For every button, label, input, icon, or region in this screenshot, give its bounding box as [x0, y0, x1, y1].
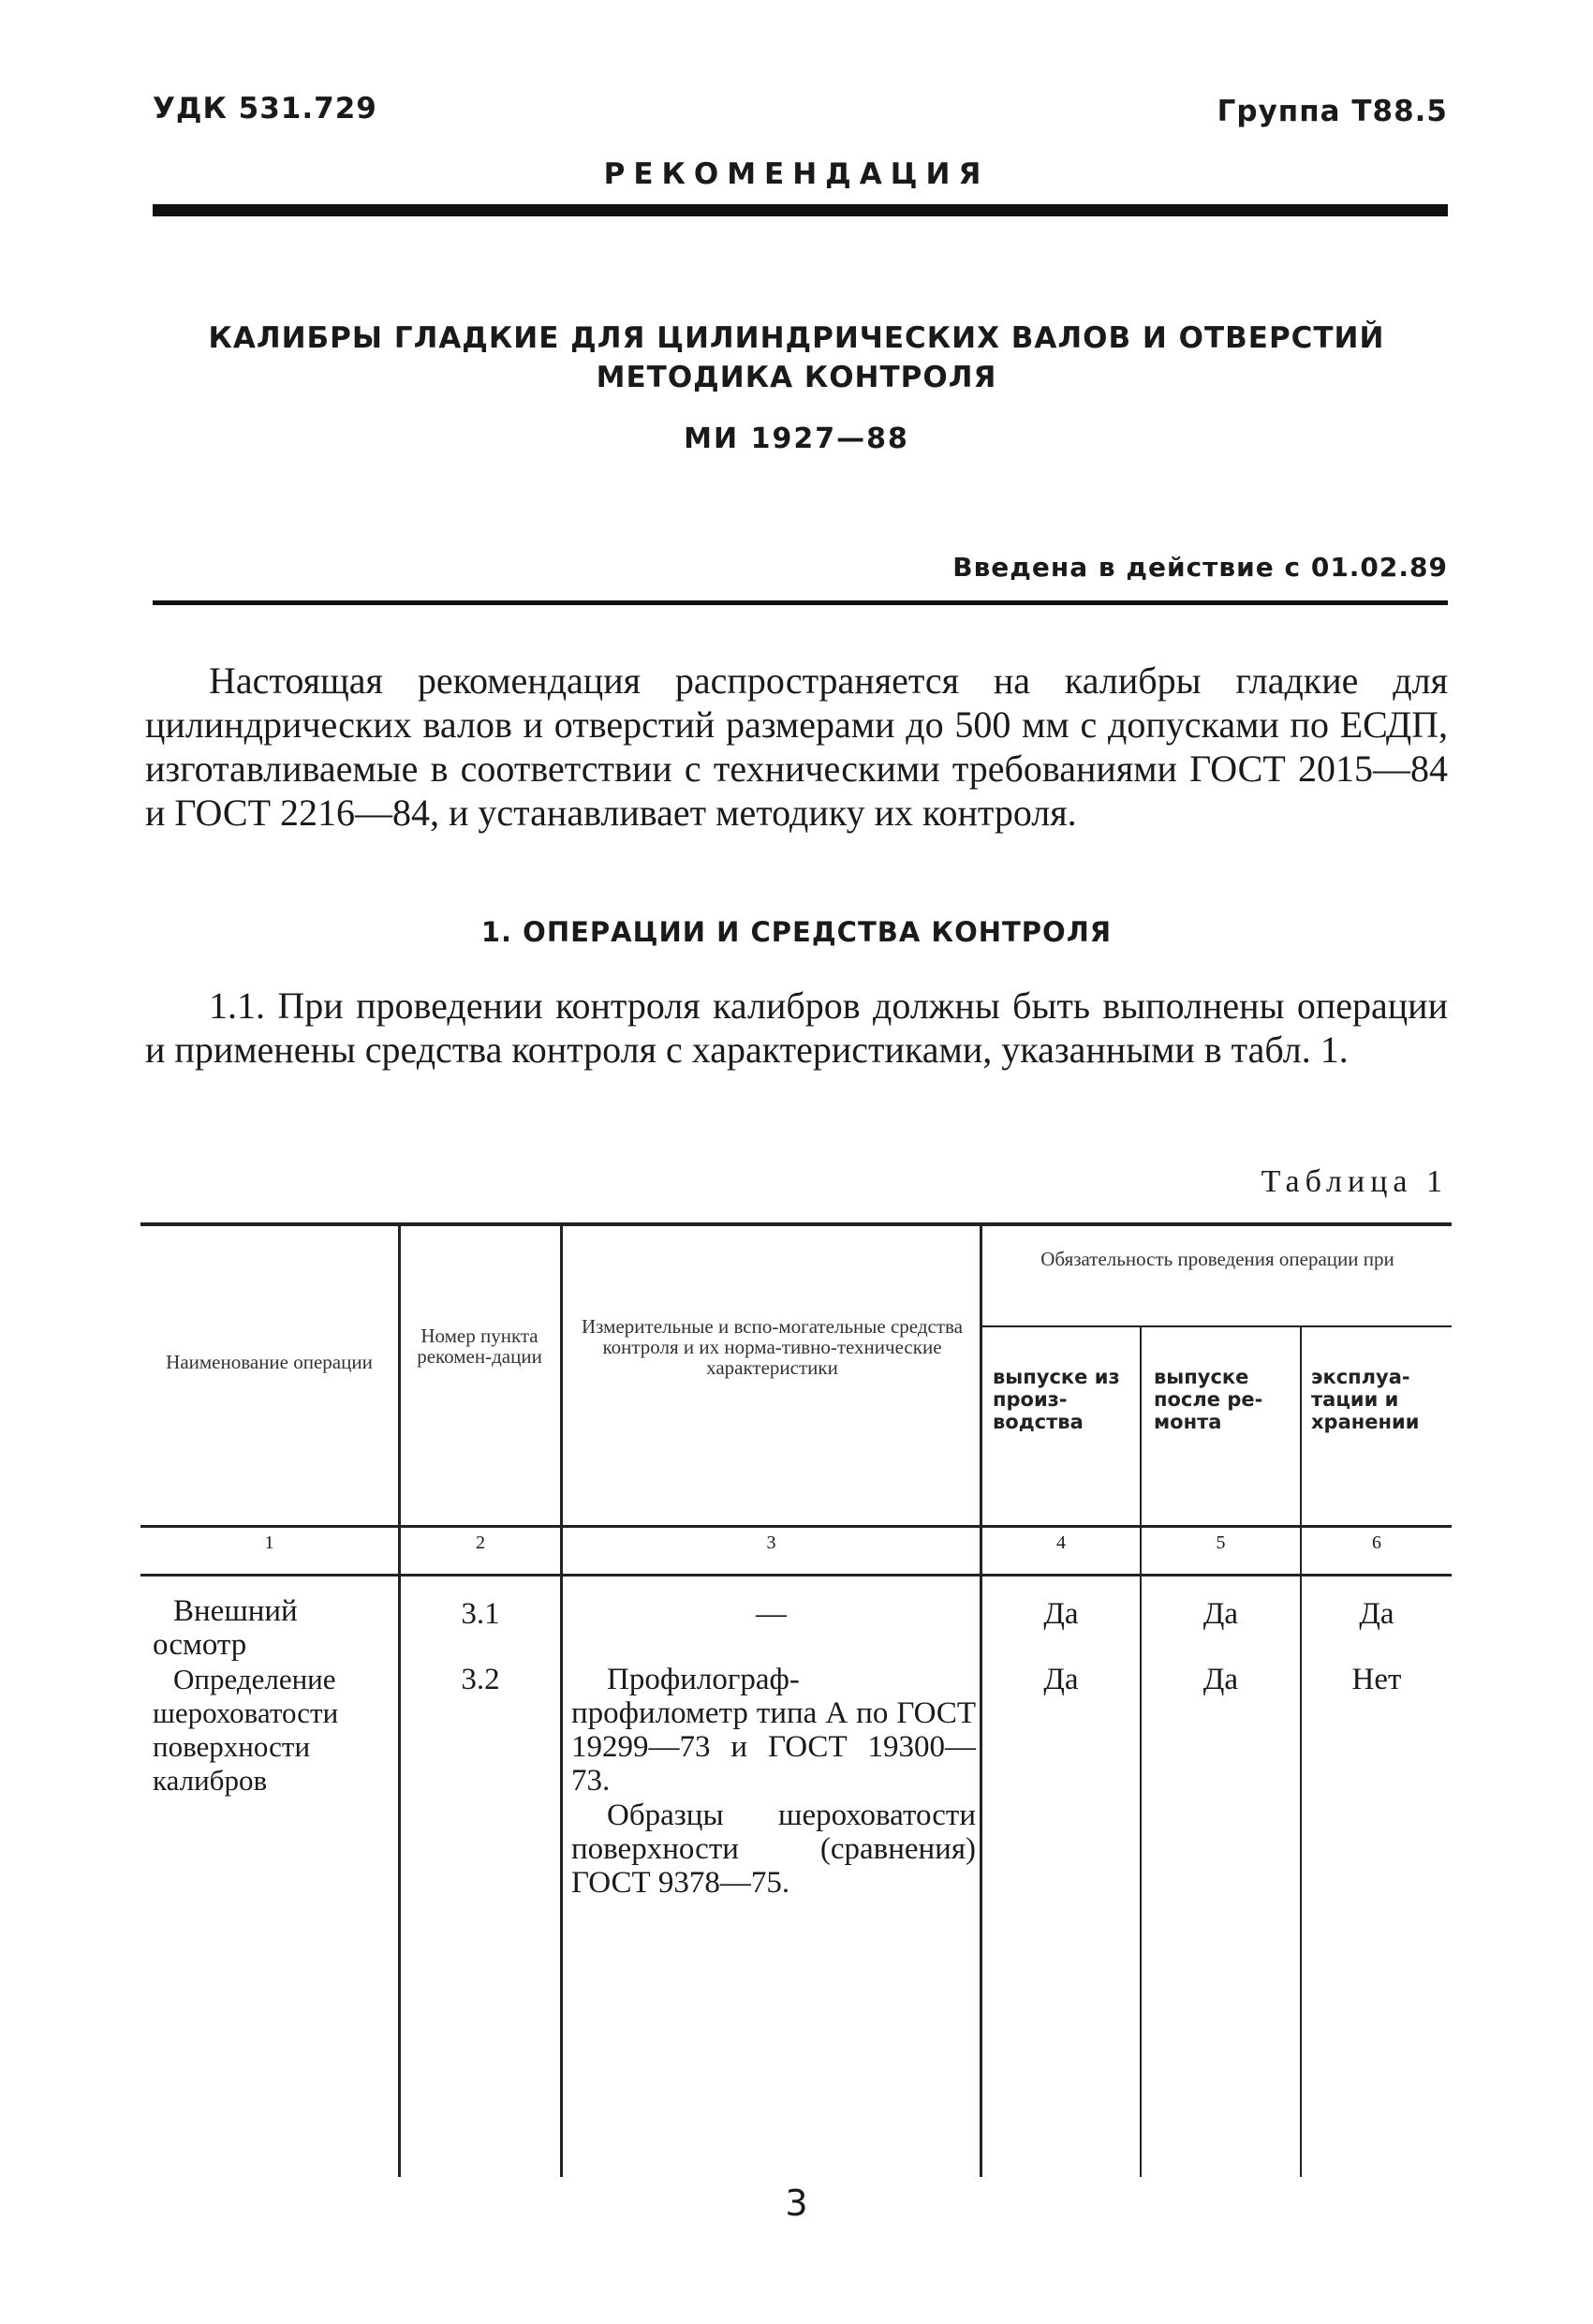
- title-rule: [153, 600, 1448, 605]
- header-operation-name: Наименование операции: [166, 1351, 373, 1373]
- row-1-item-number: 3.1: [461, 1597, 500, 1631]
- column-number-3: 3: [766, 1532, 776, 1553]
- column-number-1: 1: [264, 1532, 274, 1553]
- column-number-6: 6: [1372, 1532, 1381, 1553]
- row-2-means: Профилограф-профилометр типа А по ГОСТ 19299—73 и ГОСТ 19300—73.: [571, 1663, 976, 1798]
- document-title-line-2: МЕТОДИКА КОНТРОЛЯ: [596, 361, 997, 394]
- document-type: РЕКОМЕНДАЦИЯ: [603, 157, 990, 191]
- row-2-repair: Да: [1202, 1663, 1239, 1696]
- group-code: Группа Т88.5: [1217, 95, 1448, 128]
- column-divider-5: [1300, 1326, 1302, 2177]
- paragraph-1-1: 1.1. При проведении контроля калибров должны быть выполнены операции и применены средства контроля с характеристиками, указанными в табл. 1.: [145, 984, 1448, 1071]
- page-number: 3: [785, 2183, 808, 2224]
- header-measuring-means: Измерительные и вспо-могательные средства контроля и их норма-тивно-технические характеристики: [582, 1315, 963, 1379]
- column-divider-4: [1140, 1326, 1142, 2177]
- group-header-rule: [981, 1325, 1452, 1327]
- header-operation-storage: эксплуа-тации и хранении: [1311, 1366, 1420, 1433]
- column-divider-3: [980, 1226, 982, 2177]
- row-2-item-number: 3.2: [461, 1663, 500, 1696]
- document-title-line-1: КАЛИБРЫ ГЛАДКИЕ ДЛЯ ЦИЛИНДРИЧЕСКИХ ВАЛОВ И ОТВЕРСТИЙ: [208, 321, 1385, 355]
- row-2-means-samples: Образцы шероховатости поверхности (сравнения) ГОСТ 9378—75.: [571, 1799, 976, 1900]
- table-top-rule: [140, 1222, 1452, 1226]
- column-number-2: 2: [476, 1532, 485, 1553]
- row-1-operation: Да: [1359, 1597, 1394, 1631]
- effective-date: Введена в действие с 01.02.89: [952, 552, 1448, 583]
- udk-code: УДК 531.729: [153, 92, 377, 126]
- intro-paragraph: Настоящая рекомендация распространяется на калибры гладкие для цилиндрических валов и отверстий размерами до 500 мм с допусками по ЕСДП, изготавливаемые в соответствии с техническими требованиями ГОСТ 2015—84 и ГОСТ 2216—84, и устанавливает методику их контроля.: [145, 659, 1448, 834]
- column-divider-1: [398, 1226, 401, 2177]
- column-number-rule: [140, 1574, 1452, 1576]
- row-2-operation: Нет: [1351, 1663, 1402, 1696]
- table-caption: Таблица 1: [1261, 1164, 1448, 1199]
- section-heading: 1. ОПЕРАЦИИ И СРЕДСТВА КОНТРОЛЯ: [480, 916, 1113, 948]
- document-code: МИ 1927—88: [684, 422, 909, 455]
- column-divider-2: [560, 1226, 563, 2177]
- header-rule: [153, 204, 1448, 216]
- row-1-operation-name: Внешний осмотр: [153, 1594, 298, 1662]
- row-1-means: —: [756, 1597, 787, 1631]
- header-production: выпуске из произ-водства: [993, 1366, 1120, 1433]
- row-1-repair: Да: [1202, 1597, 1239, 1631]
- header-repair: выпуске после ре-монта: [1154, 1366, 1263, 1433]
- row-2-operation-name: Определение шероховатости поверхности калибров: [153, 1663, 339, 1797]
- header-obligation-group: Обязательность проведения операции при: [1040, 1248, 1394, 1270]
- row-2-production: Да: [1043, 1663, 1079, 1696]
- column-number-5: 5: [1216, 1532, 1226, 1553]
- header-bottom-rule: [140, 1525, 1452, 1528]
- header-item-number: Номер пункта рекомен-дации: [417, 1325, 542, 1368]
- column-number-4: 4: [1056, 1532, 1066, 1553]
- row-1-production: Да: [1043, 1597, 1079, 1631]
